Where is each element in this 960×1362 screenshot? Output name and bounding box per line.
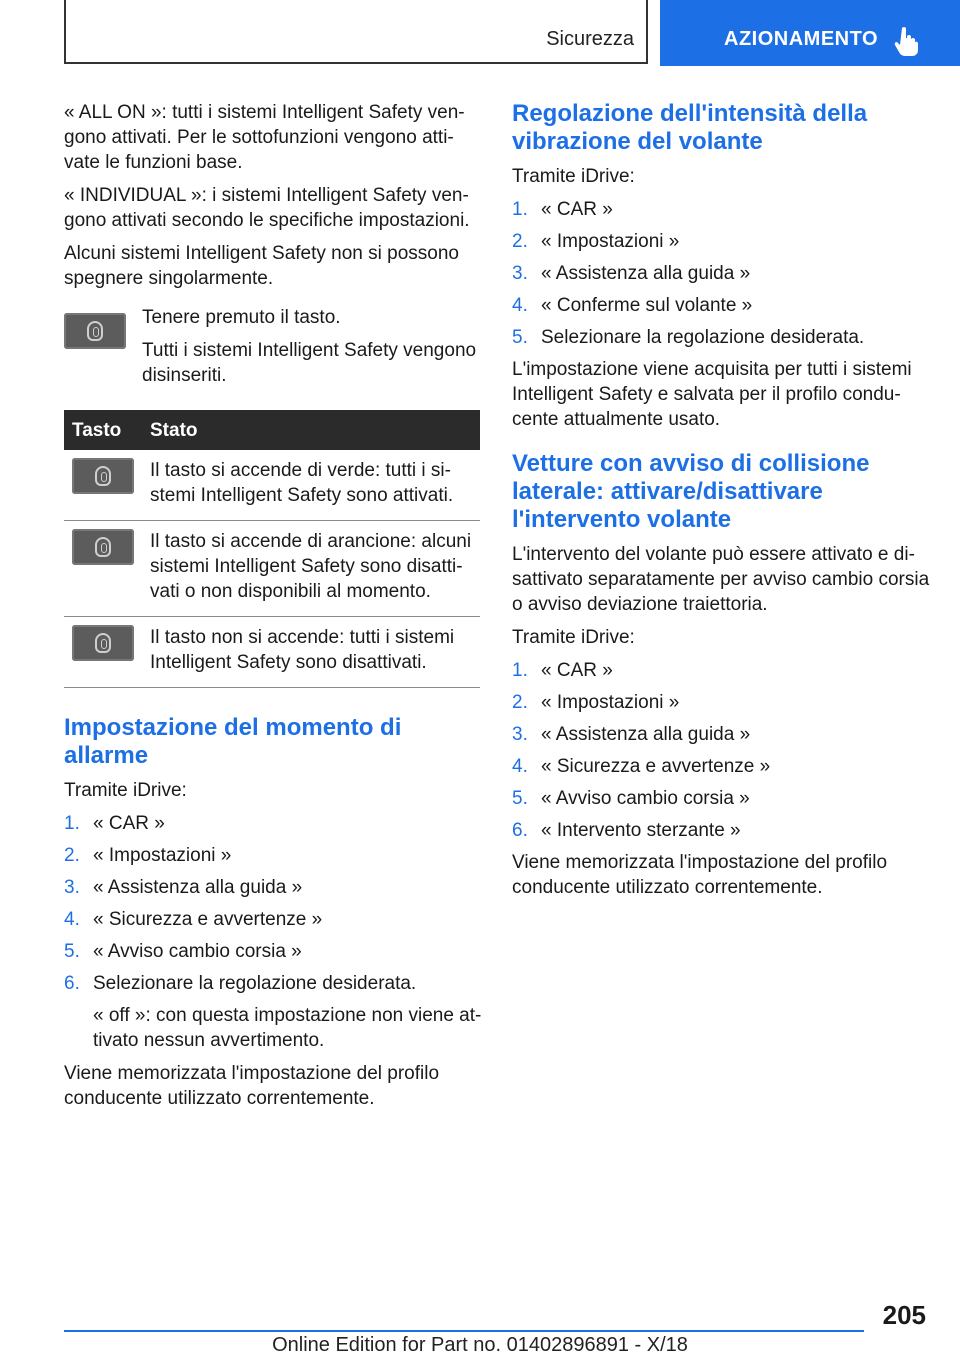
press-text: Tenere premuto il tasto. <box>142 307 341 328</box>
list-item: 5. « Avviso cambio corsia » <box>512 788 750 809</box>
table-cell-status: Il tasto si accende di arancione: alcuni sistemi Intelligent Safety sono disattivati o non disponibili al momento. <box>142 521 480 617</box>
list-item: 3. « Assistenza alla guida » <box>512 263 751 284</box>
press-instruction <box>64 305 482 388</box>
paragraph-individual: « INDIVIDUAL »: i sistemi Intelligent Safety vengono attivati secondo le specifiche impostazioni. <box>64 185 470 231</box>
table-header-key: Tasto <box>64 410 142 450</box>
steps-list <box>512 658 932 843</box>
list-item: 3. « Assistenza alla guida » <box>64 877 303 898</box>
list-item: 4. « Sicurezza e avvertenze » <box>512 756 771 777</box>
button-status-table <box>64 410 480 688</box>
list-item: 5. Selezionare la regolazione desiderata. <box>512 327 865 348</box>
list-item: 1. « CAR » <box>64 813 165 834</box>
steps-list <box>512 197 932 350</box>
footer-divider <box>64 1330 864 1332</box>
edition-text: Online Edition for Part no. 01402896891 - X/18 <box>272 1334 688 1356</box>
table-cell-status: Il tasto non si accende: tutti i sistemi Intelligent Safety sono disattivati. <box>142 617 480 688</box>
table-row <box>64 521 480 617</box>
closing-text: Viene memorizzata l'impostazione del profilo conducente utilizzato correntemente. <box>512 852 888 898</box>
chapter-title: AZIONAMENTO <box>724 28 879 50</box>
list-item: 2. « Impostazioni » <box>512 692 680 713</box>
table-header-status: Stato <box>142 410 480 450</box>
closing-text: Viene memorizzata l'impostazione del profilo conducente utilizzato correntemente. <box>64 1063 440 1109</box>
press-result: Tutti i sistemi Intelligent Safety vengono disinseriti. <box>142 340 477 386</box>
section-heading-side-collision: Vetture con avviso di collisione laterale: attivare/disattivare l'intervento volante <box>512 450 870 533</box>
list-item: 1. « CAR » <box>512 660 613 681</box>
list-item: 2. « Impostazioni » <box>64 845 232 866</box>
paragraph-setting-saved: L'impostazione viene acquisita per tutti i sistemi Intelligent Safety e salvata per il profilo conducente attualmente usato. <box>512 359 912 430</box>
paragraph-steering-intervention: L'intervento del volante può essere attivato e disattivato separatamente per avviso cambio corsia o avviso deviazione traiettoria. <box>512 544 930 615</box>
list-item: 2. « Impostazioni » <box>512 231 680 252</box>
section-heading-alarm-timing: Impostazione del momento di allarme <box>64 714 402 769</box>
page-number: 205 <box>882 1300 926 1330</box>
list-item: 4. « Conferme sul volante » <box>512 295 753 316</box>
section-title: Sicurezza <box>546 28 634 50</box>
safety-button-icon <box>72 529 134 565</box>
list-item: 4. « Sicurezza e avvertenze » <box>64 909 323 930</box>
step-note: « off »: con questa impostazione non viene attivato nessun avvertimento. <box>93 1005 482 1051</box>
header-section-box <box>64 0 648 64</box>
table-row <box>64 617 480 688</box>
via-idrive: Tramite iDrive: <box>512 627 635 648</box>
safety-button-icon <box>72 625 134 661</box>
right-column <box>512 100 932 908</box>
hand-pointer-icon <box>894 26 920 56</box>
list-item: 1. « CAR » <box>512 199 613 220</box>
list-item: 3. « Assistenza alla guida » <box>512 724 751 745</box>
table-cell-status: Il tasto si accende di verde: tutti i sistemi Intelligent Safety sono attivati. <box>142 450 480 521</box>
left-column <box>64 100 482 1119</box>
via-idrive: Tramite iDrive: <box>512 166 635 187</box>
paragraph-some-systems: Alcuni sistemi Intelligent Safety non si possono spegnere singolarmente. <box>64 243 459 289</box>
paragraph-all-on: « ALL ON »: tutti i sistemi Intelligent Safety vengono attivati. Per le sottofunzioni vengono attivate le funzioni base. <box>64 102 465 173</box>
list-item: 6. Selezionare la regolazione desiderata. <box>64 973 417 994</box>
list-item: 6. « Intervento sterzante » <box>512 820 741 841</box>
table-row <box>64 450 480 521</box>
via-idrive: Tramite iDrive: <box>64 780 187 801</box>
section-heading-vibration: Regolazione dell'intensità della vibrazione del volante <box>512 100 868 155</box>
list-item: 5. « Avviso cambio corsia » <box>64 941 302 962</box>
safety-button-icon <box>64 313 126 349</box>
steps-list <box>64 811 482 996</box>
safety-button-icon <box>72 458 134 494</box>
